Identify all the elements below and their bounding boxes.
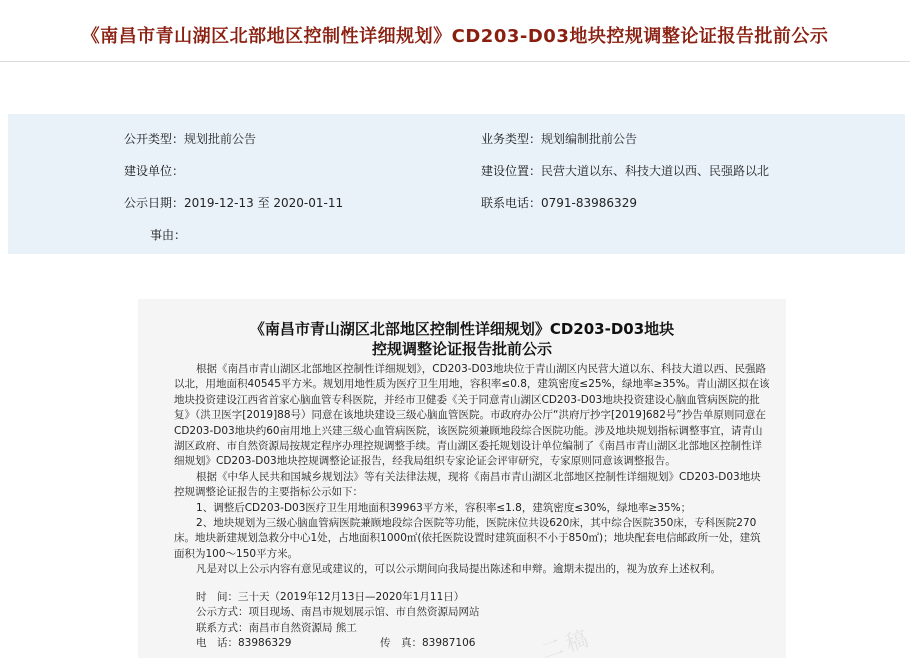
notice-type — [124, 130, 256, 147]
phone-fax-line — [174, 636, 770, 651]
document-title-line-2: 控规调整论证报告批前公示 — [371, 340, 552, 358]
notice-date — [124, 194, 343, 211]
builder — [124, 162, 184, 179]
builder-label: 建设单位： — [124, 164, 185, 178]
document-title — [138, 319, 786, 359]
location-label: 建设位置： — [481, 164, 542, 178]
location — [481, 162, 769, 179]
notice-type-label: 公开类型： — [124, 132, 185, 146]
notice-document-image — [138, 299, 786, 658]
notice-type-value: 规划批前公告 — [184, 132, 257, 146]
business-type — [481, 130, 637, 147]
business-type-value: 规划编制批前公告 — [541, 132, 638, 146]
contact-phone — [481, 194, 637, 211]
document-paragraph: 根据《中华人民共和国城乡规划法》等有关法律法规，现将《南昌市青山湖区北部地区控制性详细规划》CD203-D03地块控规调整论证报告的主要指标公示如下： — [174, 470, 761, 499]
phone-label: 联系电话： — [481, 196, 542, 210]
document-paragraph: 1、调整后CD203-D03医疗卫生用地面积39963平方米，容积率≤1.8，建筑密度≤30%，绿地率≥35%； — [196, 501, 692, 514]
page-title: 《南昌市青山湖区北部地区控制性详细规划》CD203-D03地块控规调整论证报告批前公示 — [81, 26, 829, 47]
reason — [150, 226, 186, 243]
document-fax: 传 真：83987106 — [380, 636, 476, 649]
paragraph-spacer — [174, 578, 770, 590]
document-phone: 电 话：83986329 — [196, 636, 292, 649]
contact-line: 公示方式：项目现场、南昌市规划展示馆、市自然资源局网站 — [196, 606, 480, 619]
reason-label: 事由： — [150, 228, 187, 242]
date-value: 2019-12-13 至 2020-01-11 — [184, 196, 344, 210]
info-panel — [8, 114, 905, 254]
watermark-stamp: 二稿 — [538, 625, 596, 666]
contact-line: 时 间：三十天（2019年12月13日—2020年1月11日） — [196, 590, 465, 603]
business-type-label: 业务类型： — [481, 132, 542, 146]
contact-line: 联系方式：南昌市自然资源局 熊工 — [196, 621, 357, 634]
location-value: 民营大道以东、科技大道以西、民强路以北 — [541, 164, 770, 178]
document-title-line-1: 《南昌市青山湖区北部地区控制性详细规划》CD203-D03地块 — [249, 320, 675, 338]
document-paragraph: 根据《南昌市青山湖区北部地区控制性详细规划》，CD203-D03地块位于青山湖区内民营大道以东、科技大道以西、民强路以北，用地面积40545平方米。规划用地性质为医疗卫生用地，容积率≤0.8，建筑密度≤25%，绿地率≥35%。青山湖区拟在该地块投资建设江西省首家心脑血管专科医院，并经市卫健委《关于同意青山湖区CD203-D03地块投资建设心脑血管病医院的批复》（洪卫医字[2019]88号）同意在该地块建设三级心脑血管医院。市政府办公厅“洪府厅抄字[2019]682号”抄告单原则同意在CD203-D03地块约60亩用地上兴建三级心血管病医院，该医院须兼顾地段综合医院功能。涉及地块规划指标调整事宜，请青山湖区政府、市自然资源局按规定程序办理控规调整手续。青山湖区委托规划设计单位编制了《南昌市青山湖区北部地区控制性详细规划》CD203-D03地块控规调整论证报告，经我局组织专家论证会评审研究，专家原则同意该调整报告。 — [174, 363, 770, 468]
phone-value: 0791-83986329 — [541, 196, 637, 210]
document-body — [174, 362, 770, 651]
document-paragraph: 凡是对以上公示内容有意见或建议的，可以公示期间向我局提出陈述和申辩。逾期未提出的，视为放弃上述权利。 — [196, 563, 722, 576]
document-paragraph: 2、地块规划为三级心脑血管病医院兼顾地段综合医院等功能，医院床位共设620床，其中综合医院350床，专科医院270床。地块新建规划急救分中心1处，占地面积1000㎡(依托医院设置时建筑面积不小于850㎡)；地块配套电信邮政所一处，建筑面积为100～150平方米。 — [174, 517, 761, 560]
title-divider — [0, 61, 910, 62]
date-label: 公示日期： — [124, 196, 185, 210]
